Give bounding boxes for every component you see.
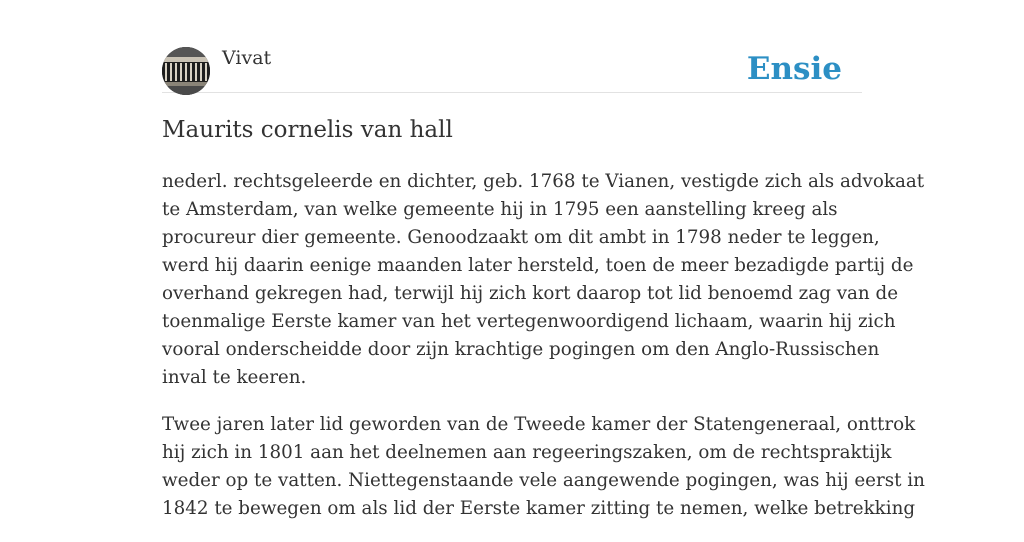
author-name[interactable]: Vivat (222, 47, 272, 69)
text-line: overhand gekregen had, terwijl hij zich kort daarop tot lid benoemd zag van de (162, 283, 899, 304)
brand-logo[interactable]: Ensie (746, 51, 842, 87)
text-line: toenmalige Eerste kamer van het vertegenwoordigend lichaam, waarin hij zich (162, 311, 896, 332)
paragraph-1 (162, 168, 925, 392)
article-header (162, 0, 862, 93)
article-title: Maurits cornelis van hall (162, 117, 453, 143)
article-body (162, 168, 925, 542)
article-container (162, 0, 925, 519)
text-line: hij zich in 1801 aan het deelnemen aan regeeringszaken, om de rechtspraktijk (162, 442, 892, 463)
text-line: nederl. rechtsgeleerde en dichter, geb. 1768 te Vianen, vestigde zich als advokaat (162, 171, 925, 192)
text-line: weder op te vatten. Niettegenstaande vele aangewende pogingen, was hij eerst in (162, 470, 925, 491)
text-line: inval te keeren. (162, 367, 307, 388)
text-line: te Amsterdam, van welke gemeente hij in 1795 een aanstelling kreeg als (162, 199, 838, 220)
text-line: procureur dier gemeente. Genoodzaakt om dit ambt in 1798 neder te leggen, (162, 227, 880, 248)
text-line: 1842 te bewegen om als lid der Eerste kamer zitting te nemen, welke betrekking (162, 498, 916, 519)
paragraph-2 (162, 411, 925, 523)
author-avatar[interactable] (162, 47, 210, 95)
bookshelf-photo-icon (162, 47, 210, 95)
text-line: vooral onderscheidde door zijn krachtige pogingen om den Anglo-Russischen (162, 339, 880, 360)
text-line: Twee jaren later lid geworden van de Tweede kamer der Statengeneraal, onttrok (162, 414, 916, 435)
text-line: werd hij daarin eenige maanden later hersteld, toen de meer bezadigde partij de (162, 255, 914, 276)
